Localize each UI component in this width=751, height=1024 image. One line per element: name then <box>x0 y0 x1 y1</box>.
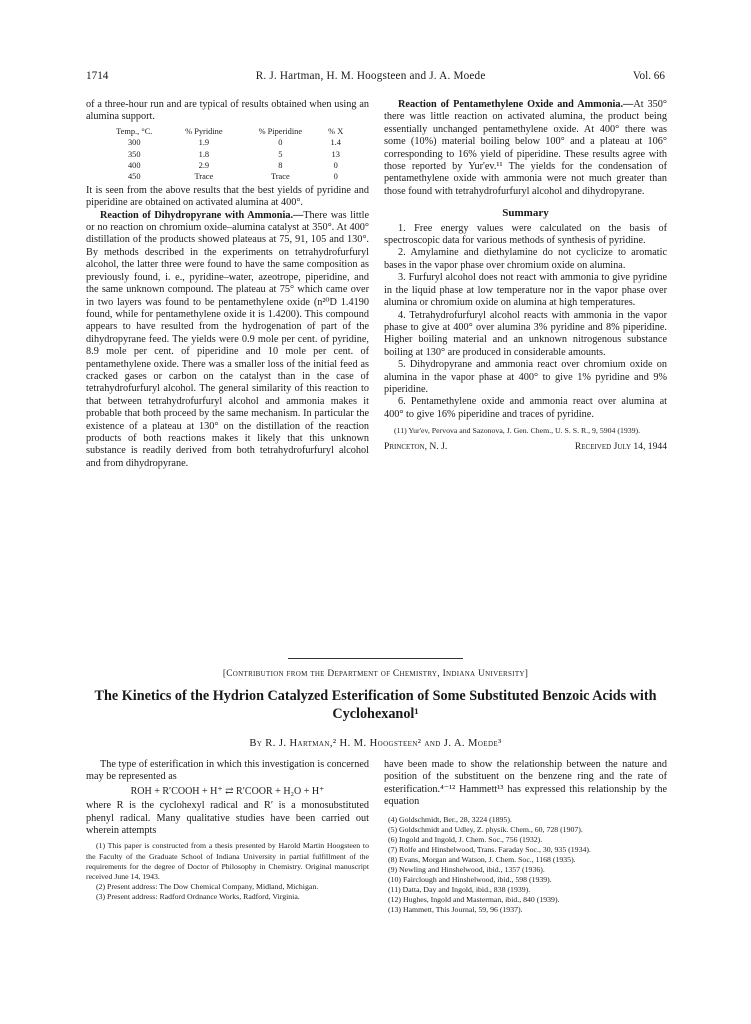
paragraph-pentamethylene <box>384 99 667 198</box>
table-header-cell: Temp., °C. <box>116 126 153 136</box>
running-head <box>86 70 665 82</box>
volume-number: Vol. 66 <box>632 70 665 82</box>
table-cell: 450 <box>127 172 141 182</box>
esterification-equation: ROH + R′COOH + H⁺ ⇄ R′COOR + H₂O + H⁺ <box>130 785 325 797</box>
article-byline: By R. J. Hartman,² H. M. Hoogsteen² and J. A. Moede³ <box>249 738 502 749</box>
reference-item: (5) Goldschmidt and Udley, Z. physik. Chem., 60, 728 (1907). <box>388 824 583 834</box>
paragraph: The type of esterification in which this investigation is concerned may be represented as <box>86 759 369 783</box>
summary-item: 2. Amylamine and diethylamine do not cyclicize to aromatic bases in the vapor phase over chromium oxide on alumina. <box>384 247 667 271</box>
results-table <box>100 126 350 183</box>
table-row <box>100 149 350 160</box>
lower-left-column <box>86 759 369 903</box>
table-row <box>100 137 350 148</box>
reference-item: (4) Goldschmidt, Ber., 28, 3224 (1895). <box>388 814 512 824</box>
table-cell: 300 <box>127 138 141 148</box>
table-cell: 0 <box>333 161 338 171</box>
table-header-row <box>100 126 350 137</box>
run-in-heading: Reaction of Pentamethylene Oxide and Ammonia.— <box>398 99 634 110</box>
summary-heading: Summary <box>502 207 549 220</box>
table-cell: Trace <box>194 172 214 182</box>
reference-item: (10) Fairclough and Hinshelwood, ibid., 598 (1939). <box>388 875 552 885</box>
reference-item: (11) Datta, Day and Ingold, ibid., 838 (1939). <box>388 885 531 895</box>
table-cell: 1.9 <box>198 138 210 148</box>
table-header-cell: % Piperidine <box>258 126 303 136</box>
summary-item: 5. Dihydropyrane and ammonia react over chromium oxide on alumina in the vapor phase at 400° to give 1% pyridine and 9% piperidine. <box>384 359 667 395</box>
table-cell: 1.8 <box>198 149 210 159</box>
upper-right-column <box>384 99 667 454</box>
upper-left-column <box>86 99 369 470</box>
article-title: The Kinetics of the Hydrion Catalyzed Esterification of Some Substituted Benzoic Acids with Cyclohexanol¹ <box>94 688 657 722</box>
table-row <box>100 171 350 182</box>
summary-item: 4. Tetrahydrofurfuryl alcohol reacts with ammonia in the vapor phase to give at 400° over alumina 3% pyridine and 8% piperidine. Higher boiling material and an unknown nitrogenous substance boiling at 130° are produced in considerable amounts. <box>384 309 667 358</box>
table-cell: 350 <box>127 149 141 159</box>
reference-item: (13) Hammett, This Journal, 59, 96 (1937). <box>388 905 523 915</box>
contribution-line: [Contribution from the Department of Chemistry, Indiana University] <box>222 669 529 679</box>
table-cell: Trace <box>270 172 290 182</box>
footnote: (1) This paper is constructed from a thesis presented by Harold Martin Hoogsteen to the Faculty of the Graduate School of Indiana University in partial fulfillment of the requirements for the degree of Doctor of Philosophy in Chemistry. Original manuscript received June 14, 1943. <box>86 841 369 882</box>
lower-right-column <box>384 759 667 916</box>
paragraph-dihydropyrane <box>86 210 369 471</box>
table-cell: 2.9 <box>198 161 210 171</box>
table-header-cell: % Pyridine <box>185 126 223 136</box>
summary-item: 1. Free energy values were calculated on the basis of spectroscopic data for various methods of synthesis of pyridine. <box>384 222 667 247</box>
divider-rule <box>288 658 463 659</box>
table-cell: 13 <box>331 149 340 159</box>
table-cell: 0 <box>278 138 283 148</box>
reference-item: (6) Ingold and Ingold, J. Chem. Soc., 756 (1932). <box>388 834 543 844</box>
table-cell: 0 <box>333 172 338 182</box>
signoff <box>384 441 667 453</box>
paragraph: have been made to show the relationship between the nature and position of the substituent on the benzene ring and the rate of esterification.⁴⁻¹² Hammett¹³ has expressed this relationship by the equation <box>384 759 667 808</box>
footnote: (2) Present address: The Dow Chemical Company, Midland, Michigan. <box>96 882 319 892</box>
table-cell: 1.4 <box>330 138 341 148</box>
summary-item: 6. Pentamethylene oxide and ammonia react over alumina at 400° to give 16% piperidine and traces of pyridine. <box>384 396 667 420</box>
table-cell: 400 <box>127 161 141 171</box>
reference-item: (9) Newling and Hinshelwood, ibid., 1357 (1936). <box>388 865 545 875</box>
paragraph-body: At 350° there was little reaction on activated alumina, the product being essentially unchanged pentamethylene oxide. At 400° there was some (10%) material boiling below 100° and a plateau at 106° corresponding to 16% yield of piperidine. These results agree with those reported by Yur'ev.¹¹ The yields for the condensation of pentamethylene oxide with ammonia were not much greater than those found with tetrahydrofurfuryl alcohol and dihydropyrane. <box>384 99 667 197</box>
location: Princeton, N. J. <box>384 441 448 453</box>
page-number: 1714 <box>86 70 109 82</box>
paragraph: It is seen from the above results that the best yields of pyridine and piperidine are obtained on activated alumina at 400°. <box>86 184 369 209</box>
continued-paragraph: of a three-hour run and are typical of results obtained when using an alumina support. <box>86 99 369 123</box>
reference-list <box>384 815 667 916</box>
summary-item: 3. Furfuryl alcohol does not react with ammonia to give pyridine in the liquid phase at low temperature nor in the vapor phase over alumina or chromium oxide on alumina at high temperatures. <box>384 272 667 309</box>
reference-item: (7) Rolfe and Hinshelwood, Trans. Faraday Soc., 30, 935 (1934). <box>388 844 591 854</box>
footnote: (11) Yur'ev, Pervova and Sazonova, J. Gen. Chem., U. S. S. R., 9, 5904 (1939). <box>394 426 641 436</box>
received-date: Received July 14, 1944 <box>574 441 667 453</box>
table-cell: 8 <box>278 161 283 171</box>
reference-item: (8) Evans, Morgan and Watson, J. Chem. Soc., 1168 (1935). <box>388 855 576 864</box>
table-cell: 5 <box>278 149 283 159</box>
paragraph-body: There was little or no reaction on chromium oxide–alumina catalyst at 350°. At 400° distillation of the products showed plateaus at 75, 91, 105 and 130°. By methods described in the experiments on tetrahydrofurfuryl alcohol, the latter three were found to have the same composition as previously found, i. e., pyridine–water, azeotrope, piperidine, and the same unknown compound. The plateau at 75° which came over in two layers was found to be pentamethylene oxide (n²⁰D 1.4190 found, while for pentamethylene oxide it is 1.4200). This compound appears to have resulted from the hydrogenation of part of the dihydropyrane feed. The yields were 0.9 mole per cent. of pyridine, 8.9 mole per cent. of piperidine and 10 mole per cent. of pentamethylene oxide. There was a smaller loss of the initial feed as cracked gases or carbon on the catalyst than in the case of tetrahydrofurfuryl alcohol. The general similarity of this reaction to that between tetrahydrofurfuryl alcohol and ammonia makes it probable that both proceed by the same mechanism. In particular the existence of a plateau at 130° on the distillation of the reaction products of both reactions makes it likely that this unknown substance is readily derived from both tetrahydrofurfuryl alcohol and from dihydropyrane. <box>86 209 369 469</box>
table-row <box>100 160 350 171</box>
running-head-authors: R. J. Hartman, H. M. Hoogsteen and J. A. Moede <box>255 70 486 82</box>
paragraph: where R is the cyclohexyl radical and R′ is a monosubstituted phenyl radical. Many qualitative studies have been carried out wherein attempts <box>86 800 369 837</box>
table-header-cell: % X <box>328 126 344 136</box>
footnote: (3) Present address: Radford Ordnance Works, Radford, Virginia. <box>96 892 300 902</box>
reference-item: (12) Hughes, Ingold and Masterman, ibid., 840 (1939). <box>388 895 560 905</box>
run-in-heading: Reaction of Dihydropyrane with Ammonia.— <box>100 209 304 221</box>
